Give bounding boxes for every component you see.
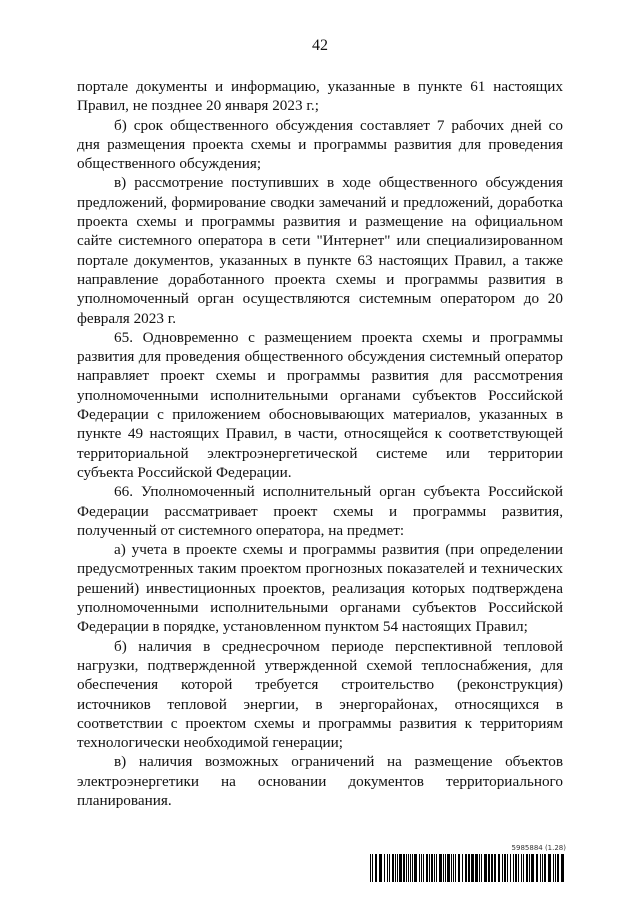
paragraph-item-b: б) срок общественного обсуждения составляет 7 рабочих дней со дня размещения проекта схемы и программы развития для проведения общественного обсуждения; [77,116,563,173]
paragraph-item-v: в) рассмотрение поступивших в ходе общественного обсуждения предложений, формирование сводки замечаний и предложений, доработка проекта схемы и программы развития и размещение на официальном сайте системного оператора в сети "Интернет" или специализированном портале документов, указанных в пункте 63 настоящих Правил, а также направление доработанного проекта схемы и программы развития в уполномоченный орган осуществляются системным оператором до 20 февраля 2023 г. [77,174,563,327]
barcode-block [370,844,566,884]
paragraph-continuation: порталe документы и информацию, указанные в пункте 61 настоящих Правил, не позднее 20 января 2023 г.; [77,78,563,115]
paragraph-66-item-a: а) учета в проекте схемы и программы развития (при определении предусмотренных таким проектом прогнозных показателей и технических решений) инвестиционных проектов, реализация которых подтверждена уполномоченными исполнительными органами субъектов Российской Федерации в порядке, установленном пунктом 54 настоящих Правил; [77,541,563,636]
paragraph-65: 65. Одновременно с размещением проекта схемы и программы развития для проведения общественного обсуждения системный оператор направляет проект схемы и программы развития для рассмотрения уполномоченными исполнительными органами субъектов Российской Федерации с приложением обосновывающих материалов, указанных в пункте 49 настоящих Правил, в части, относящейся к соответствующей территориальной электроэнергетической системе или территории субъекта Российской Федерации. [77,328,563,481]
page-number: 42 [312,37,328,54]
barcode-id: 5985884 (1.28) [511,844,566,852]
barcode-icon [370,854,566,882]
paragraph-66-item-b: б) наличия в среднесрочном периоде перспективной тепловой нагрузки, подтвержденной утвержденной схемой теплоснабжения, для обеспечения которой требуется строительство (реконструкция) источников тепловой энергии, в энергорайонах, относящихся в соответствии с проектом схемы и программы развития к территориям технологически необходимой генерации; [77,637,563,752]
paragraph-66: 66. Уполномоченный исполнительный орган субъекта Российской Федерации рассматривает проект схемы и программы развития, полученный от системного оператора, на предмет: [77,483,563,539]
paragraph-66-item-v: в) наличия возможных ограничений на размещение объектов электроэнергетики на основании документов территориального планирования. [77,753,563,809]
document-body [77,77,563,810]
